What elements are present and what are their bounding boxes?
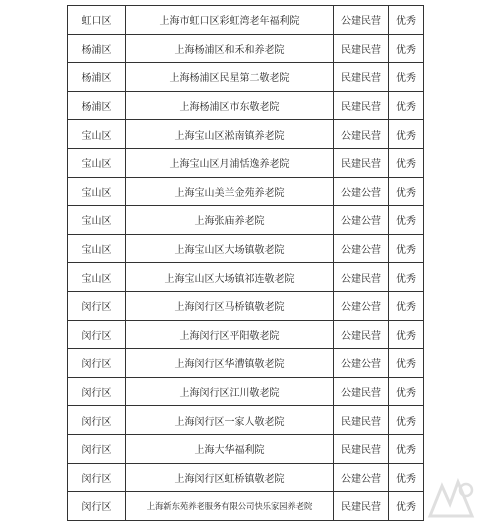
table-row — [68, 120, 424, 149]
operation-type-cell: 公建民营 — [334, 263, 389, 292]
operation-type-cell: 民建民营 — [334, 34, 389, 63]
operation-type-cell: 公建公营 — [334, 206, 389, 235]
grade-cell: 优秀 — [389, 377, 424, 406]
operation-type-cell: 公建公营 — [334, 463, 389, 492]
institution-name-cell: 上海张庙养老院 — [126, 206, 334, 235]
operation-type-cell: 公建公营 — [334, 291, 389, 320]
district-cell: 宝山区 — [68, 177, 126, 206]
operation-type-cell: 公建民营 — [334, 120, 389, 149]
institution-name-cell: 上海宝山区淞南镇养老院 — [126, 120, 334, 149]
institution-name-cell: 上海闵行区一家人敬老院 — [126, 406, 334, 435]
table-row — [68, 291, 424, 320]
grade-cell: 优秀 — [389, 206, 424, 235]
grade-cell: 优秀 — [389, 177, 424, 206]
grade-cell: 优秀 — [389, 492, 424, 521]
table-row — [68, 234, 424, 263]
grade-cell: 优秀 — [389, 434, 424, 463]
district-cell: 宝山区 — [68, 234, 126, 263]
table-row — [68, 406, 424, 435]
district-cell: 宝山区 — [68, 120, 126, 149]
institution-name-cell: 上海杨浦区市东敬老院 — [126, 91, 334, 120]
table-row — [68, 492, 424, 521]
district-cell: 宝山区 — [68, 206, 126, 235]
operation-type-cell: 公建民营 — [334, 6, 389, 35]
nursing-home-table — [67, 5, 424, 521]
operation-type-cell: 公建公营 — [334, 234, 389, 263]
table-row — [68, 434, 424, 463]
table-row — [68, 148, 424, 177]
operation-type-cell: 公建公营 — [334, 177, 389, 206]
operation-type-cell: 民建民营 — [334, 492, 389, 521]
grade-cell: 优秀 — [389, 148, 424, 177]
institution-name-cell: 上海宝山区大场镇敬老院 — [126, 234, 334, 263]
grade-cell: 优秀 — [389, 6, 424, 35]
operation-type-cell: 公建民营 — [334, 377, 389, 406]
table-row — [68, 6, 424, 35]
operation-type-cell: 公建公营 — [334, 349, 389, 378]
operation-type-cell: 民建民营 — [334, 91, 389, 120]
district-cell: 闵行区 — [68, 291, 126, 320]
grade-cell: 优秀 — [389, 291, 424, 320]
grade-cell: 优秀 — [389, 463, 424, 492]
institution-name-cell: 上海宝山美兰金苑养老院 — [126, 177, 334, 206]
table-body — [68, 6, 424, 521]
operation-type-cell: 民建民营 — [334, 434, 389, 463]
institution-name-cell: 上海闵行区华漕镇敬老院 — [126, 349, 334, 378]
district-cell: 闵行区 — [68, 492, 126, 521]
district-cell: 闵行区 — [68, 320, 126, 349]
district-cell: 闵行区 — [68, 463, 126, 492]
grade-cell: 优秀 — [389, 63, 424, 92]
institution-name-cell: 上海闵行区平阳敬老院 — [126, 320, 334, 349]
institution-name-cell: 上海新东苑养老服务有限公司快乐家园养老院 — [126, 492, 334, 521]
district-cell: 闵行区 — [68, 377, 126, 406]
table-row — [68, 263, 424, 292]
table-row — [68, 377, 424, 406]
district-cell: 闵行区 — [68, 434, 126, 463]
district-cell: 杨浦区 — [68, 63, 126, 92]
district-cell: 闵行区 — [68, 406, 126, 435]
institution-name-cell: 上海闵行区虹桥镇敬老院 — [126, 463, 334, 492]
institution-name-cell: 上海杨浦区民星第二敬老院 — [126, 63, 334, 92]
table-row — [68, 206, 424, 235]
district-cell: 闵行区 — [68, 349, 126, 378]
table-row — [68, 349, 424, 378]
institution-name-cell: 上海闵行区江川敬老院 — [126, 377, 334, 406]
grade-cell: 优秀 — [389, 234, 424, 263]
operation-type-cell: 民建民营 — [334, 406, 389, 435]
institution-name-cell: 上海大华福利院 — [126, 434, 334, 463]
operation-type-cell: 民建民营 — [334, 148, 389, 177]
institution-name-cell: 上海宝山区月浦恬逸养老院 — [126, 148, 334, 177]
grade-cell: 优秀 — [389, 120, 424, 149]
institution-name-cell: 上海杨浦区和禾和养老院 — [126, 34, 334, 63]
district-cell: 宝山区 — [68, 148, 126, 177]
district-cell: 宝山区 — [68, 263, 126, 292]
grade-cell: 优秀 — [389, 34, 424, 63]
table-row — [68, 91, 424, 120]
watermark-logo-icon — [422, 476, 480, 522]
district-cell: 杨浦区 — [68, 34, 126, 63]
institution-name-cell: 上海宝山区大场镇祁连敬老院 — [126, 263, 334, 292]
district-cell: 虹口区 — [68, 6, 126, 35]
institution-name-cell: 上海市虹口区彩虹湾老年福利院 — [126, 6, 334, 35]
table-row — [68, 320, 424, 349]
grade-cell: 优秀 — [389, 349, 424, 378]
document-sheet — [67, 5, 419, 521]
table-row — [68, 463, 424, 492]
district-cell: 杨浦区 — [68, 91, 126, 120]
operation-type-cell: 公建民营 — [334, 320, 389, 349]
grade-cell: 优秀 — [389, 320, 424, 349]
institution-name-cell: 上海闵行区马桥镇敬老院 — [126, 291, 334, 320]
table-row — [68, 63, 424, 92]
table-row — [68, 34, 424, 63]
grade-cell: 优秀 — [389, 91, 424, 120]
grade-cell: 优秀 — [389, 406, 424, 435]
operation-type-cell: 民建民营 — [334, 63, 389, 92]
grade-cell: 优秀 — [389, 263, 424, 292]
table-row — [68, 177, 424, 206]
